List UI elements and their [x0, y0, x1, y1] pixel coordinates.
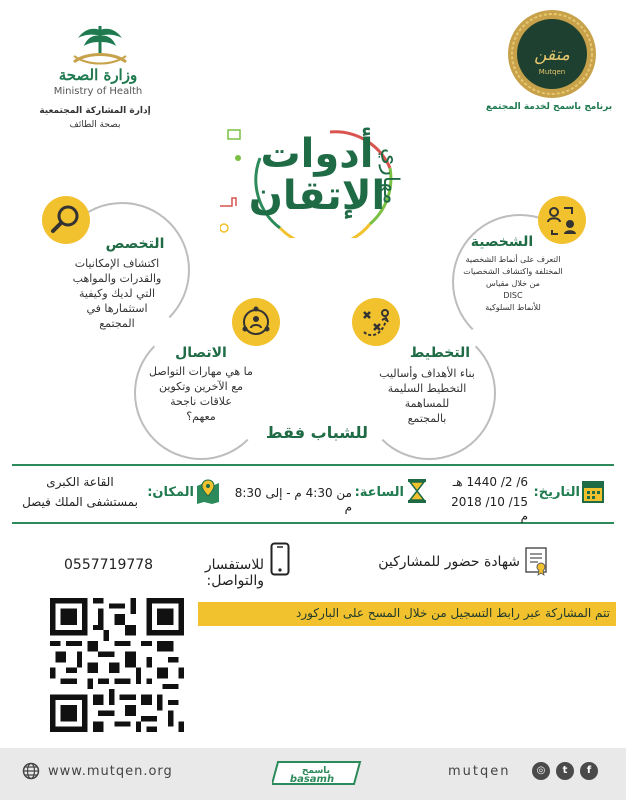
department-line2: بصحة الطائف [69, 120, 121, 130]
planning-circle [352, 298, 400, 346]
personality-line: للأنماط السلوكية [485, 303, 541, 312]
contact-phone[interactable]: 0557719778 [64, 557, 154, 573]
place-line1: القاعة الكبرى [46, 475, 114, 489]
instagram-icon[interactable]: ◎ [532, 762, 550, 780]
specialty-line: التي لديك وكيفية [79, 287, 155, 300]
title-line2: الإتقان [248, 173, 386, 219]
event-title [232, 133, 402, 217]
network-icon [232, 298, 280, 346]
youth-only-label: للشباب فقط [265, 423, 369, 442]
registration-qr-code[interactable] [50, 598, 184, 732]
communication-line: علاقات ناجحة [170, 395, 232, 408]
basamh-logo-text-ar: باسمح [301, 766, 331, 776]
people-swap-icon [538, 196, 586, 244]
title-line1: أدوات [260, 131, 374, 177]
ministry-name-en: Ministry of Health [53, 86, 143, 97]
ministry-name-ar: وزارة الصحة [58, 66, 138, 84]
mutqen-logo-text-ar: متقن [534, 45, 570, 65]
communication-line: معهم؟ [186, 410, 216, 423]
specialty-line: اكتشاف الإمكانيات [74, 257, 160, 270]
strategy-icon [352, 298, 400, 346]
specialty-line: المجتمع [99, 317, 135, 330]
personality-line: التعرف على أنماط الشخصية [465, 255, 561, 264]
personality-circle [538, 196, 586, 244]
planning-body [364, 366, 490, 426]
facebook-icon[interactable]: f [580, 762, 598, 780]
program-line: برنامج باسمح لخدمة المجتمع [485, 102, 613, 112]
personality-title: الشخصية [470, 234, 534, 250]
date-gregorian: 15/ 10/ 2018 م [451, 495, 528, 523]
time-label: الساعة: [354, 485, 404, 500]
hourglass-icon [406, 478, 428, 504]
footer-website[interactable]: www.mutqen.org [48, 764, 173, 779]
specialty-body [58, 256, 176, 331]
planning-line: التخطيط السليمة [387, 382, 467, 395]
map-pin-icon [196, 478, 220, 504]
mutqen-seal-logo [506, 8, 598, 100]
department-line1: إدارة المشاركة المجتمعية [39, 106, 151, 116]
title-side-word: مهاري [378, 148, 403, 205]
communication-line: مع الآخرين وتكوين [159, 380, 243, 393]
info-band-top-line [12, 464, 614, 466]
magnifier-icon [42, 196, 90, 244]
planning-line: بناء الأهداف وأساليب [379, 367, 475, 380]
specialty-line: استثمارها في [86, 302, 148, 315]
personality-line: من خلال مقياس [486, 279, 540, 288]
date-label: التاريخ: [533, 485, 580, 500]
time-value: من 4:30 م - إلى 8:30 م [234, 486, 352, 514]
communication-line: ما هي مهارات التواصل [149, 365, 253, 378]
phone-icon [270, 542, 290, 576]
certificate-text: شهادة حضور للمشاركين [378, 554, 520, 570]
communication-circle [232, 298, 280, 346]
mutqen-logo-text-en: Mutqen [538, 68, 566, 76]
date-hijri: 6/ 2/ 1440 هـ [452, 475, 528, 489]
footer-handle[interactable]: mutqen [448, 764, 511, 779]
calendar-icon [582, 478, 604, 504]
place-line2: بمستشفى الملك فيصل [22, 495, 138, 509]
communication-body [140, 364, 262, 424]
basamh-logo-text: basamh [289, 774, 335, 785]
contact-label: للاستفسار والتواصل: [204, 557, 264, 589]
planning-title: التخطيط [409, 345, 471, 361]
planning-line: بالمجتمع [407, 412, 447, 425]
personality-line: DISC [503, 291, 523, 300]
basamh-logo [272, 756, 362, 788]
certificate-icon [524, 546, 550, 576]
communication-title: الاتصال [175, 345, 227, 361]
place-label: المكان: [147, 485, 194, 500]
specialty-line: والقدرات والمواهب [72, 272, 162, 285]
planning-line: للمساهمة [404, 397, 450, 410]
twitter-icon[interactable]: t [556, 762, 574, 780]
specialty-title: التخصص [105, 236, 165, 252]
personality-line: المختلفة واكتشاف الشخصيات [463, 267, 563, 276]
ministry-of-health-logo [60, 22, 140, 72]
register-text: تتم المشاركة عبر رابط التسجيل من خلال المسح على الباركورد [295, 606, 610, 620]
specialty-circle [42, 196, 90, 244]
personality-body [454, 254, 572, 314]
globe-icon [22, 762, 40, 780]
